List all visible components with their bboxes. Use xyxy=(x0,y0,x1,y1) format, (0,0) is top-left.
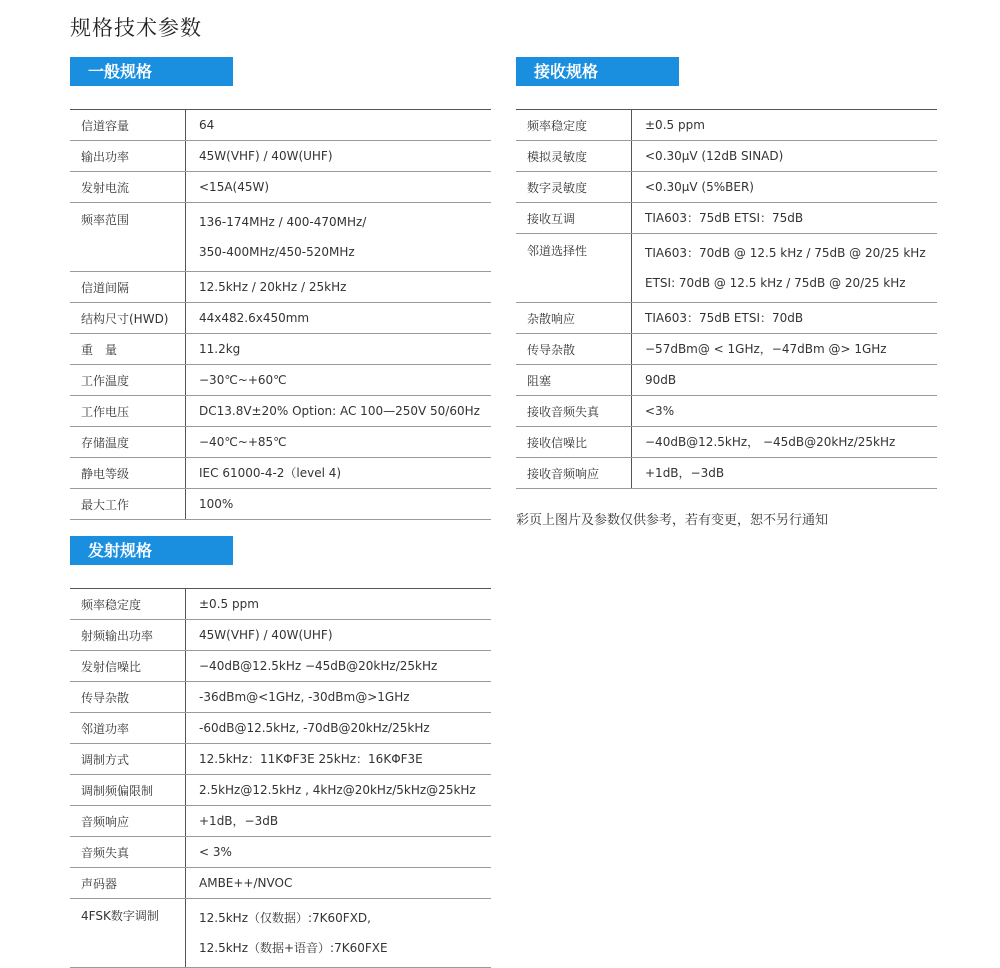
spec-value xyxy=(186,303,492,334)
spec-label: 重 量 xyxy=(70,334,186,365)
spec-row xyxy=(70,806,491,837)
spec-value xyxy=(186,837,492,868)
spec-value-line: −57dBm@ < 1GHz，−47dBm @> 1GHz xyxy=(645,342,887,356)
spec-label: 音频响应 xyxy=(70,806,186,837)
general-spec-heading: 一般规格 xyxy=(70,57,233,86)
spec-label: 数字灵敏度 xyxy=(516,172,632,203)
spec-label: 接收信噪比 xyxy=(516,427,632,458)
spec-value xyxy=(186,203,492,272)
spec-value-line: −40dB@12.5kHz −45dB@20kHz/25kHz xyxy=(199,659,438,673)
spec-row xyxy=(516,141,937,172)
spec-row xyxy=(516,427,937,458)
spec-row xyxy=(70,651,491,682)
spec-value xyxy=(186,620,492,651)
spec-value xyxy=(186,427,492,458)
spec-value xyxy=(186,744,492,775)
spec-value xyxy=(632,458,938,489)
spec-row xyxy=(516,334,937,365)
spec-row xyxy=(70,334,491,365)
spec-value xyxy=(186,141,492,172)
spec-label: 邻道选择性 xyxy=(516,234,632,303)
spec-value xyxy=(186,775,492,806)
spec-row xyxy=(516,203,937,234)
spec-value-line: 100% xyxy=(199,497,234,511)
spec-value-line: -36dBm@<1GHz, -30dBm@>1GHz xyxy=(199,690,410,704)
page-title: 规格技术参数 xyxy=(70,16,202,40)
spec-value-line: ±0.5 ppm xyxy=(199,597,259,611)
spec-row xyxy=(70,365,491,396)
spec-label: 最大工作 xyxy=(70,489,186,520)
spec-label: 射频输出功率 xyxy=(70,620,186,651)
spec-label: 邻道功率 xyxy=(70,713,186,744)
spec-value xyxy=(186,806,492,837)
spec-label: 传导杂散 xyxy=(516,334,632,365)
spec-value xyxy=(186,713,492,744)
spec-row xyxy=(70,489,491,520)
spec-value xyxy=(632,141,938,172)
spec-row xyxy=(516,396,937,427)
spec-row xyxy=(70,110,491,141)
spec-value xyxy=(632,396,938,427)
spec-value-line: TIA603：75dB ETSI：70dB xyxy=(645,311,804,325)
spec-value-line: +1dB，−3dB xyxy=(645,466,725,480)
spec-value-line: −40dB@12.5kHz， −45dB@20kHz/25kHz xyxy=(645,435,896,449)
spec-row xyxy=(516,365,937,396)
spec-value xyxy=(186,489,492,520)
spec-row xyxy=(70,272,491,303)
spec-value-line: <0.30μV (12dB SINAD) xyxy=(645,149,784,163)
spec-label: 传导杂散 xyxy=(70,682,186,713)
spec-row xyxy=(516,172,937,203)
spec-label: 结构尺寸(HWD) xyxy=(70,303,186,334)
spec-value xyxy=(186,651,492,682)
spec-label: 发射电流 xyxy=(70,172,186,203)
spec-value-line: AMBE++/NVOC xyxy=(199,876,293,890)
spec-label: 存储温度 xyxy=(70,427,186,458)
receive-spec-section xyxy=(516,57,937,489)
spec-value-line: TIA603：70dB @ 12.5 kHz / 75dB @ 20/25 kHz xyxy=(645,246,926,260)
spec-row xyxy=(70,589,491,620)
spec-value-line: < 3% xyxy=(199,845,232,859)
spec-label: 调制方式 xyxy=(70,744,186,775)
receive-spec-table xyxy=(516,109,937,489)
spec-label: 工作温度 xyxy=(70,365,186,396)
spec-row xyxy=(516,110,937,141)
spec-row xyxy=(70,868,491,899)
spec-label: 阻塞 xyxy=(516,365,632,396)
spec-label: 杂散响应 xyxy=(516,303,632,334)
spec-row xyxy=(70,141,491,172)
spec-value-line: <3% xyxy=(645,404,675,418)
transmit-spec-table xyxy=(70,588,491,968)
spec-value-line: −40℃~+85℃ xyxy=(199,435,287,449)
spec-value xyxy=(186,868,492,899)
spec-row xyxy=(70,396,491,427)
spec-value-line: 45W(VHF) / 40W(UHF) xyxy=(199,149,333,163)
spec-value xyxy=(186,365,492,396)
spec-value-line: 45W(VHF) / 40W(UHF) xyxy=(199,628,333,642)
spec-label: 发射信噪比 xyxy=(70,651,186,682)
spec-value xyxy=(632,365,938,396)
spec-label: 模拟灵敏度 xyxy=(516,141,632,172)
spec-label: 接收音频响应 xyxy=(516,458,632,489)
spec-value-line: +1dB，−3dB xyxy=(199,814,279,828)
spec-value-line: IEC 61000-4-2（level 4) xyxy=(199,466,342,480)
spec-row xyxy=(70,172,491,203)
spec-row xyxy=(70,775,491,806)
spec-row xyxy=(70,837,491,868)
spec-value-line: TIA603：75dB ETSI：75dB xyxy=(645,211,804,225)
spec-value-line: DC13.8V±20% Option: AC 100—250V 50/60Hz xyxy=(199,404,480,418)
spec-value-line: ETSI: 70dB @ 12.5 kHz / 75dB @ 20/25 kHz xyxy=(645,276,906,290)
spec-row xyxy=(516,458,937,489)
spec-row xyxy=(70,458,491,489)
spec-row xyxy=(70,744,491,775)
spec-value-line: 64 xyxy=(199,118,215,132)
spec-label: 调制频偏限制 xyxy=(70,775,186,806)
spec-label: 信道间隔 xyxy=(70,272,186,303)
spec-label: 频率范围 xyxy=(70,203,186,272)
spec-value-line: 90dB xyxy=(645,373,677,387)
spec-value xyxy=(186,172,492,203)
receive-spec-heading: 接收规格 xyxy=(516,57,679,86)
spec-label: 工作电压 xyxy=(70,396,186,427)
spec-value xyxy=(186,396,492,427)
spec-label: 输出功率 xyxy=(70,141,186,172)
spec-value xyxy=(186,272,492,303)
spec-label: 接收互调 xyxy=(516,203,632,234)
transmit-spec-heading: 发射规格 xyxy=(70,536,233,565)
spec-value-line: ±0.5 ppm xyxy=(645,118,705,132)
spec-value-line: −30℃~+60℃ xyxy=(199,373,287,387)
spec-value-line: 350-400MHz/450-520MHz xyxy=(199,245,355,259)
spec-value xyxy=(186,334,492,365)
spec-label: 音频失真 xyxy=(70,837,186,868)
spec-row xyxy=(70,620,491,651)
spec-value xyxy=(632,427,938,458)
spec-value-line: <15A(45W) xyxy=(199,180,270,194)
disclaimer-note: 彩页上图片及参数仅供参考，若有变更，恕不另行通知 xyxy=(516,513,829,528)
spec-value-line: -60dB@12.5kHz, -70dB@20kHz/25kHz xyxy=(199,721,430,735)
spec-value xyxy=(632,303,938,334)
spec-value xyxy=(632,172,938,203)
spec-value-line: <0.30μV (5%BER) xyxy=(645,180,754,194)
spec-value-line: 44x482.6x450mm xyxy=(199,311,310,325)
spec-value xyxy=(632,234,938,303)
spec-row xyxy=(70,303,491,334)
spec-label: 4FSK数字调制 xyxy=(70,899,186,968)
spec-value xyxy=(632,334,938,365)
spec-value xyxy=(186,110,492,141)
spec-value xyxy=(632,203,938,234)
spec-value-line: 12.5kHz（数据+语音）:7K60FXE xyxy=(199,941,388,955)
spec-row xyxy=(516,234,937,303)
spec-value xyxy=(186,458,492,489)
spec-label: 信道容量 xyxy=(70,110,186,141)
spec-label: 接收音频失真 xyxy=(516,396,632,427)
spec-value xyxy=(186,682,492,713)
spec-row xyxy=(70,203,491,272)
spec-row xyxy=(70,713,491,744)
spec-row xyxy=(70,899,491,968)
spec-row xyxy=(70,682,491,713)
spec-value-line: 2.5kHz@12.5kHz , 4kHz@20kHz/5kHz@25kHz xyxy=(199,783,476,797)
spec-label: 频率稳定度 xyxy=(70,589,186,620)
spec-row xyxy=(516,303,937,334)
spec-value xyxy=(186,899,492,968)
general-spec-section xyxy=(70,57,491,520)
transmit-spec-section xyxy=(70,536,491,968)
spec-value-line: 11.2kg xyxy=(199,342,241,356)
spec-value-line: 12.5kHz：11KΦF3E 25kHz：16KΦF3E xyxy=(199,752,423,766)
spec-label: 声码器 xyxy=(70,868,186,899)
spec-label: 频率稳定度 xyxy=(516,110,632,141)
general-spec-table xyxy=(70,109,491,520)
spec-value xyxy=(186,589,492,620)
spec-value-line: 12.5kHz / 20kHz / 25kHz xyxy=(199,280,347,294)
spec-value-line: 12.5kHz（仅数据）:7K60FXD, xyxy=(199,911,371,925)
spec-value-line: 136-174MHz / 400-470MHz/ xyxy=(199,215,367,229)
spec-row xyxy=(70,427,491,458)
spec-label: 静电等级 xyxy=(70,458,186,489)
spec-value xyxy=(632,110,938,141)
